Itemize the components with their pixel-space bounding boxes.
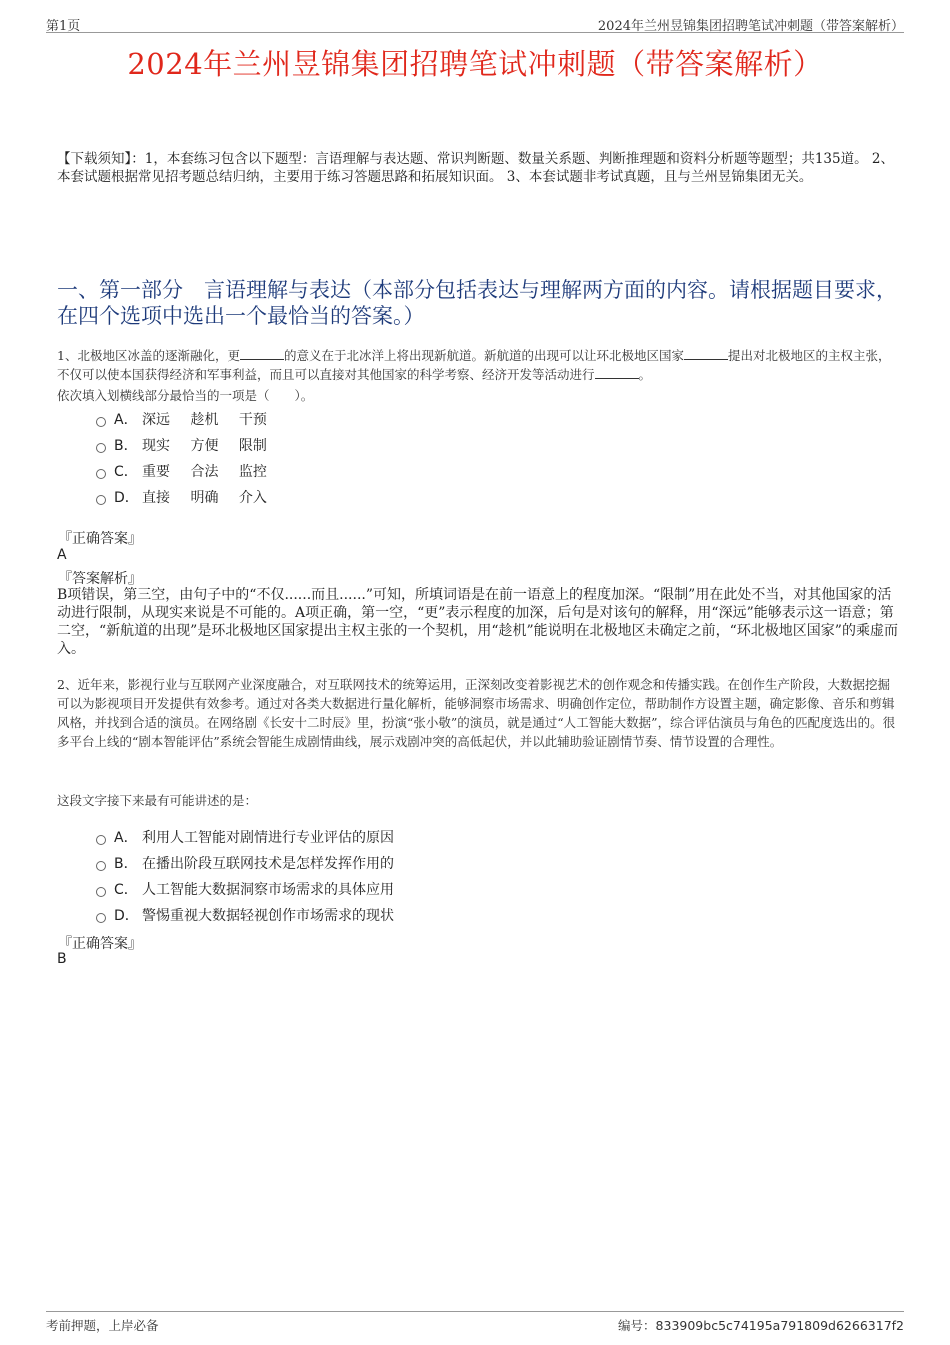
q2-answer-label: 『正确答案』 — [58, 936, 142, 952]
option-letter: C． — [114, 882, 138, 898]
q1-text-part3: 提出对北极地区的主权主张，不仅可以使本国获得经济和军事利益，而且可以直接对其他国家的科学考察、经济开发等活动进行 — [57, 348, 891, 382]
q1-analysis-label: 『答案解析』 — [58, 571, 142, 587]
option-letter: B． — [114, 856, 138, 872]
q2-answer-value: B — [57, 951, 67, 967]
question-1-text — [57, 346, 902, 384]
option-letter: A． — [114, 412, 138, 428]
option-text: 警惕重视大数据轻视创作市场需求的现状 — [142, 908, 394, 924]
q1-option-a[interactable] — [96, 409, 267, 429]
radio-button[interactable] — [96, 417, 106, 427]
q2-option-a[interactable] — [96, 827, 394, 847]
q2-option-c[interactable] — [96, 879, 394, 899]
radio-button[interactable] — [96, 469, 106, 479]
radio-button[interactable] — [96, 495, 106, 505]
q1-option-d[interactable] — [96, 487, 267, 507]
q1-option-c[interactable] — [96, 461, 267, 481]
page-number: 第1页 — [46, 19, 81, 34]
q1-option-b[interactable] — [96, 435, 267, 455]
option-text: 重要 合法 监控 — [142, 464, 267, 480]
q1-text-part2: 的意义在于北冰洋上将出现新航道。新航道的出现可以让环北极地区国家 — [283, 348, 684, 363]
q1-answer-value: A — [57, 547, 67, 563]
option-letter: D． — [114, 490, 139, 506]
question-2-prompt: 这段文字接下来最有可能讲述的是： — [57, 793, 258, 808]
option-text: 利用人工智能对剧情进行专业评估的原因 — [142, 830, 394, 846]
q1-text-part4: 。 — [638, 367, 652, 382]
page-header — [46, 14, 904, 33]
section-heading: 一、第一部分 言语理解与表达（本部分包括表达与理解两方面的内容。请根据题目要求，在四个选项中选出一个最恰当的答案。） — [57, 278, 897, 328]
q1-answer-label: 『正确答案』 — [58, 531, 142, 547]
header-doc-name: 2024年兰州昱锦集团招聘笔试冲刺题（带答案解析） — [597, 19, 904, 34]
option-letter: B． — [114, 438, 138, 454]
radio-button[interactable] — [96, 913, 106, 923]
footer-doc-code: 编号：833909bc5c74195a791809d6266317f2 — [618, 1318, 904, 1333]
fill-blank — [595, 366, 639, 379]
option-text: 在播出阶段互联网技术是怎样发挥作用的 — [142, 856, 394, 872]
footer-slogan: 考前押题，上岸必备 — [46, 1318, 159, 1333]
radio-button[interactable] — [96, 835, 106, 845]
option-text: 现实 方便 限制 — [142, 438, 267, 454]
question-2-text: 2、近年来，影视行业与互联网产业深度融合，对互联网技术的统筹运用，正深刻改变着影视艺术的创作观念和传播实践。在创作生产阶段，大数据挖掘可以为影视项目开发提供有效参考。通过对各类大数据进行量化解析，能够洞察市场需求、明确创作定位，帮助制作方设置主题，确定影像、音乐和剪辑风格，并找到合适的演员。在网络剧《长安十二时辰》里，扮演“张小敬”的演员，就是通过“人工智能大数据”，综合评估演员与角色的匹配度选出的。很多平台上线的“剧本智能评估”系统会智能生成剧情曲线，展示戏剧冲突的高低起伏，并以此辅助验证剧情节奏、情节设置的合理性。 — [57, 677, 896, 749]
option-letter: A． — [114, 830, 138, 846]
radio-button[interactable] — [96, 887, 106, 897]
download-notice: 【下载须知】：1，本套练习包含以下题型：言语理解与表达题、常识判断题、数量关系题、判断推理题和资料分析题等题型；共135道。 2、本套试题根据常见招考题总结归纳，主要用于练习答题思路和拓展知识面。 3、本套试题非考试真题，且与兰州昱锦集团无关。 — [57, 151, 894, 185]
q1-text-part1: 1、北极地区冰盖的逐渐融化，更 — [57, 348, 240, 363]
question-1-prompt: 依次填入划横线部分最恰当的一项是（ ）。 — [57, 388, 314, 403]
radio-button[interactable] — [96, 861, 106, 871]
q1-analysis-text: B项错误，第三空，由句子中的“不仅......而且......”可知，所填词语是在前一语意上的程度加深。“限制”用在此处不当，对其他国家的活动进行限制，从现实来说是不可能的。A项正确，第一空，“更”表示程度的加深，后句是对该句的解释，用“深远”能够表示这一语意；第二空，“新航道的出现”是环北极地区国家提出主权主张的一个契机，用“趁机”能说明在北极地区未确定之前，“环北极地区国家”的乘虚而入。 — [57, 587, 898, 657]
page-footer — [46, 1311, 904, 1334]
q2-option-d[interactable] — [96, 905, 394, 925]
option-text: 直接 明确 介入 — [142, 490, 267, 506]
option-letter: C． — [114, 464, 138, 480]
option-text: 深远 趁机 干预 — [142, 412, 267, 428]
fill-blank — [240, 347, 284, 360]
option-letter: D． — [114, 908, 139, 924]
q2-option-b[interactable] — [96, 853, 394, 873]
fill-blank — [684, 347, 728, 360]
radio-button[interactable] — [96, 443, 106, 453]
document-title: 2024年兰州昱锦集团招聘笔试冲刺题（带答案解析） — [127, 47, 823, 81]
option-text: 人工智能大数据洞察市场需求的具体应用 — [142, 882, 394, 898]
